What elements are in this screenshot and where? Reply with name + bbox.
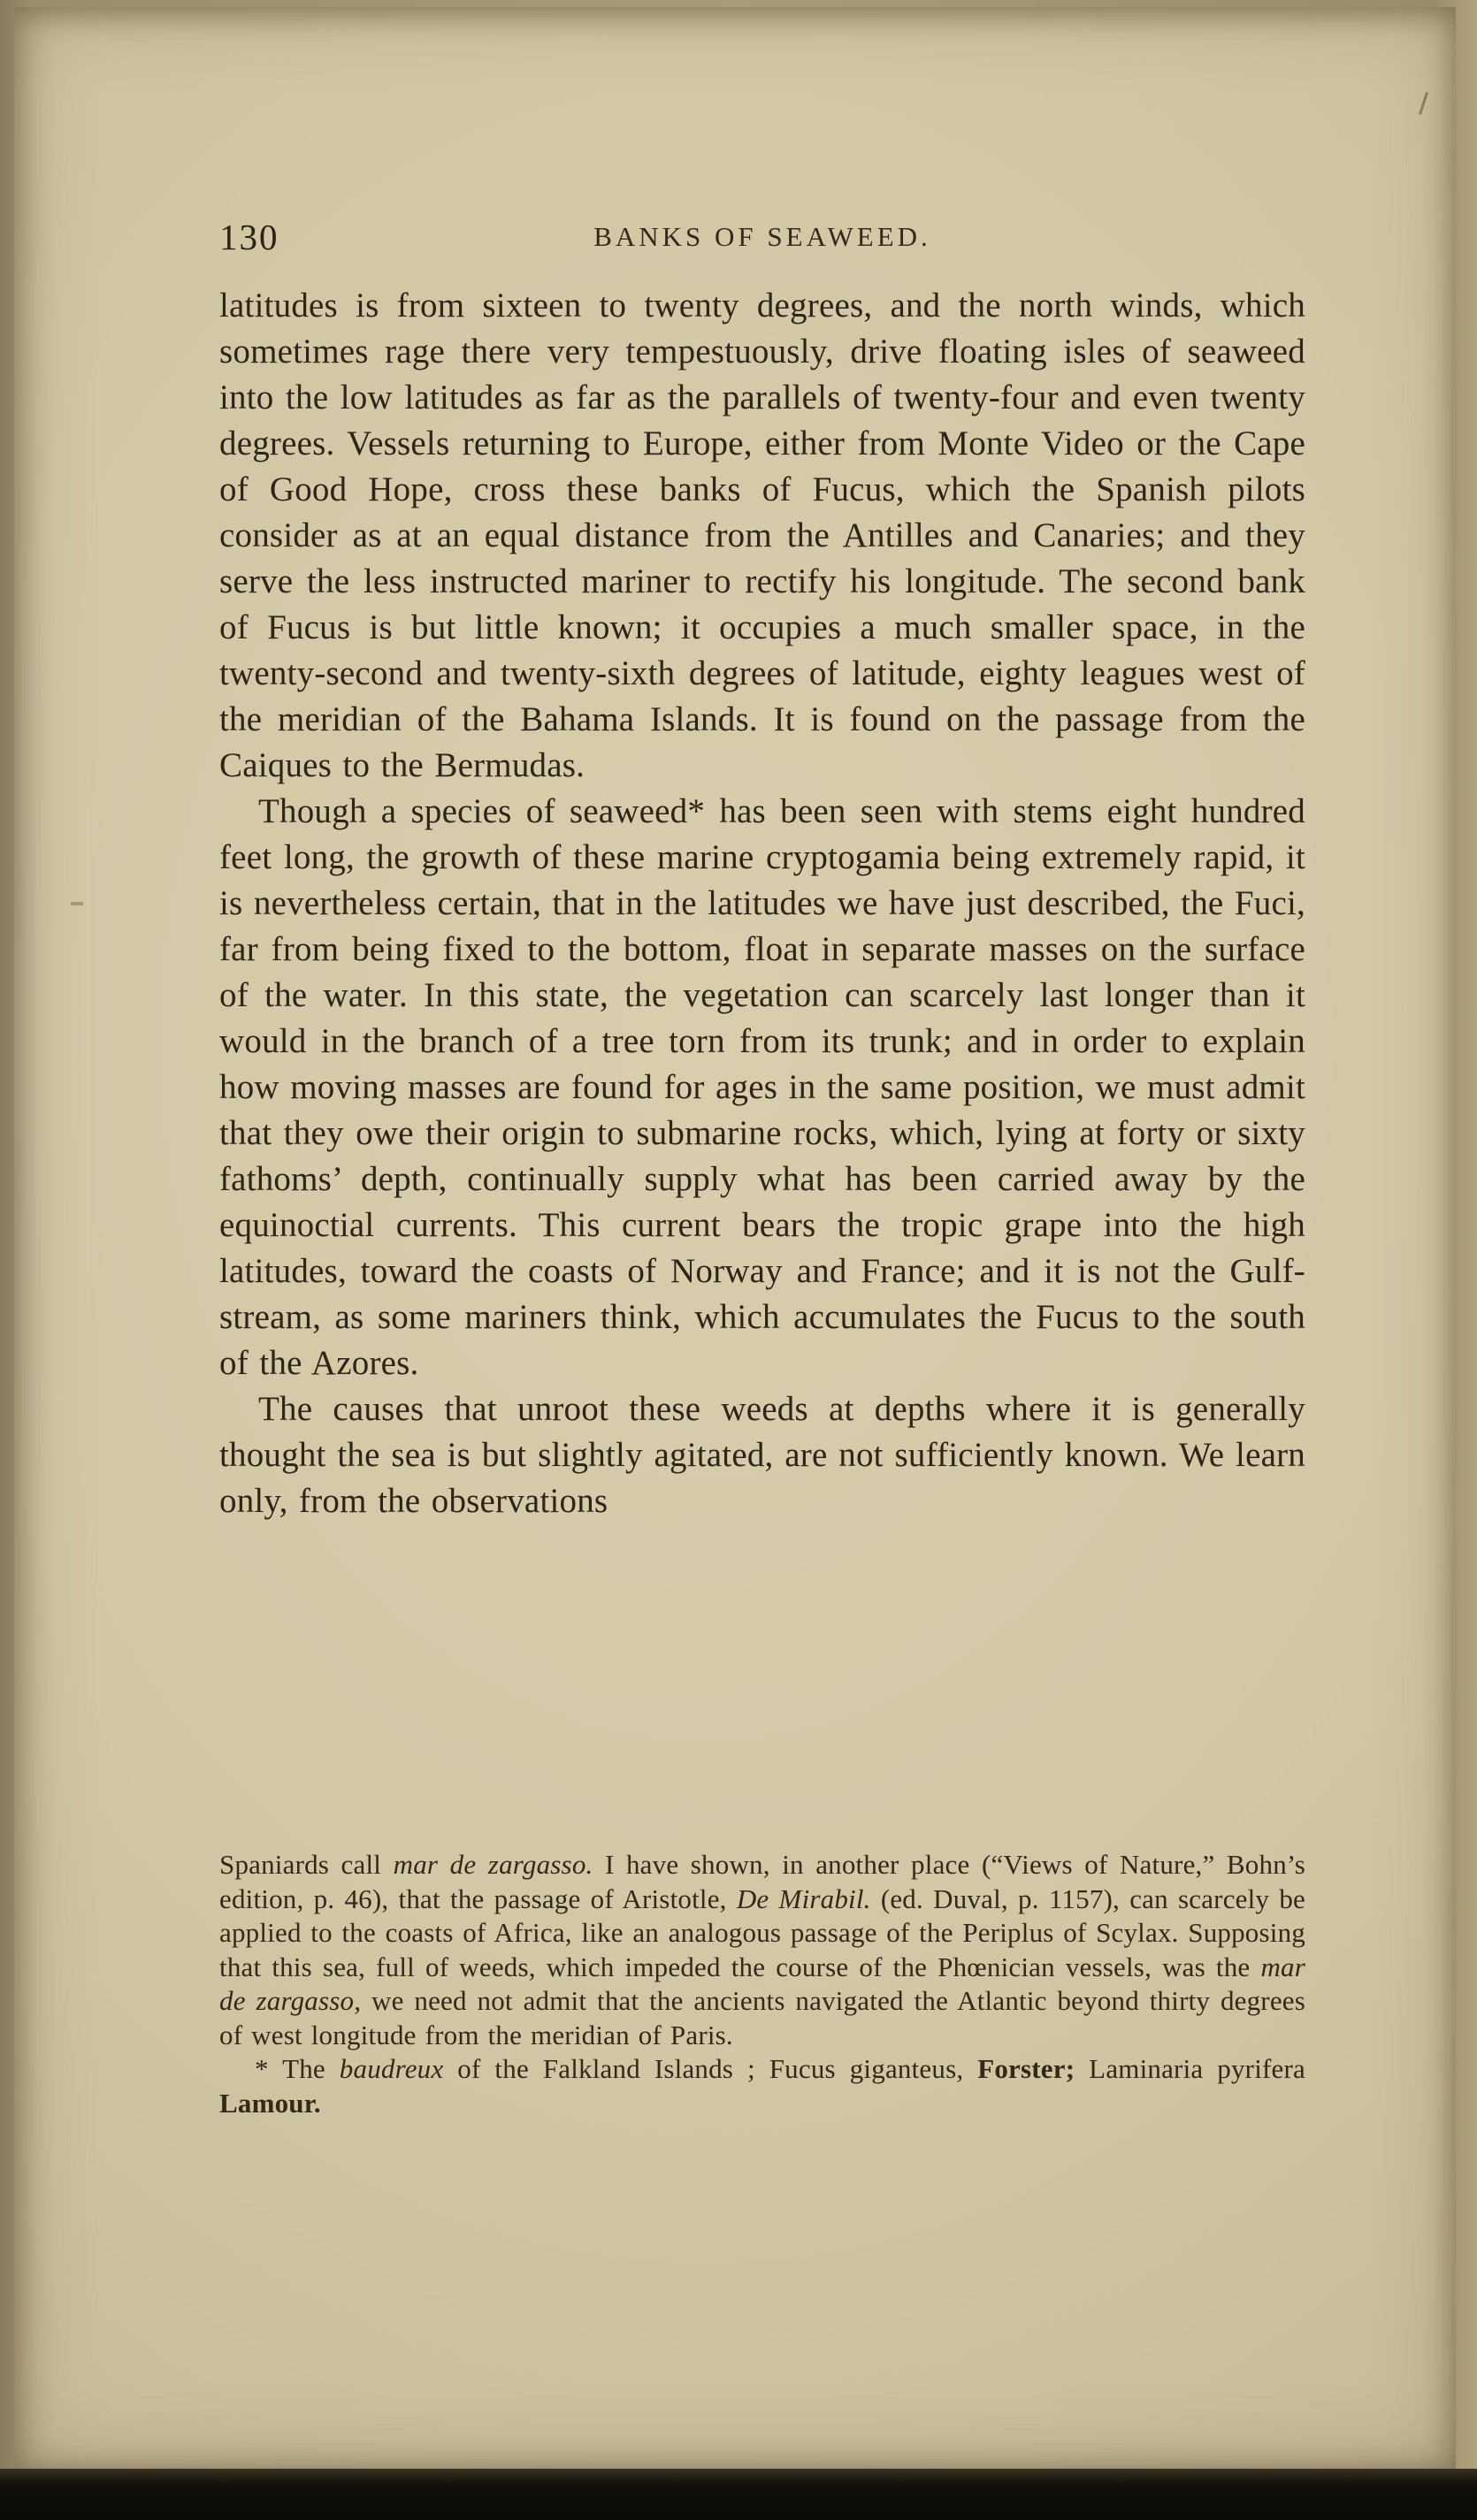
- text-run: we need not admit that the ancients navigated the Atlantic beyond thirty degrees of west longitude from the meridian of Paris.: [219, 1985, 1306, 2050]
- text-run: * The: [255, 2053, 340, 2084]
- page-number: 130: [219, 217, 279, 257]
- text-run: Laminaria pyrifera: [1075, 2053, 1305, 2084]
- text-run: Forster;: [977, 2053, 1075, 2084]
- footnote-asterisk-note: [219, 2052, 1305, 2120]
- paragraph: [219, 789, 1305, 1386]
- scan-artifact: [71, 902, 83, 905]
- running-head: BANKS OF SEAWEED.: [593, 221, 931, 252]
- text-run: Lamour.: [219, 2087, 321, 2119]
- text-run: of the Falkland Islands ; Fucus giganteus,: [443, 2053, 978, 2084]
- text-run: (ed. Duval, p. 1157), can scarcely be applied to the coasts of Africa, like an analogous passage of the Periplus of Scylax. Supposing that this sea, full of weeds, which impeded the course of the Phœnician vessels, was the: [219, 1882, 1305, 1982]
- scan-bottom-edge: [0, 2469, 1477, 2520]
- text-run: mar de zargasso,: [219, 1951, 1305, 2016]
- paragraph-continuation: [219, 283, 1305, 789]
- text-run: The causes that unroot these weeds at depths where it is generally thought the sea is but slightly agitated, are not sufficiently known. We learn only, from the observations: [219, 1390, 1305, 1520]
- text-run: Spaniards call: [219, 1849, 394, 1880]
- text-run: I have shown, in another place (“Views of Nature,” Bohn’s edition, p. 46), that the passage of Aristotle,: [219, 1849, 1305, 1914]
- body-text: [219, 283, 1305, 1524]
- paragraph: [219, 1386, 1305, 1524]
- text-run: mar de zargasso.: [393, 1849, 593, 1880]
- text-run: De Mirabil.: [736, 1882, 871, 1914]
- page-header: [219, 216, 1305, 262]
- text-run: latitudes is from sixteen to twenty degrees, and the north winds, which sometimes rage there very tempestuously, drive floating isles of seaweed into the low latitudes as far as the parallels of twenty-four and even twenty degrees. Vessels returning to Europe, either from Monte Video or the Cape of Good Hope, cross these banks of Fucus, which the Spanish pilots consider as at an equal distance from the Antilles and Canaries; and they serve the less instructed mariner to rectify his longitude. The second bank of Fucus is but little known; it occupies a much smaller space, in the twenty-second and twenty-sixth degrees of latitude, eighty leagues west of the meridian of the Bahama Islands. It is found on the passage from the Caiques to the Bermudas.: [219, 286, 1305, 784]
- text-run: baudreux: [339, 2053, 444, 2084]
- footnote: [219, 1848, 1305, 2120]
- text-run: Though a species of seaweed* has been seen with stems eight hundred feet long, the growth of these marine cryptogamia being extremely rapid, it is nevertheless certain, that in the latitudes we have just described, the Fuci, far from being fixed to the bottom, float in separate masses on the surface of the water. In this state, the vegetation can scarcely last longer than it would in the branch of a tree torn from its trunk; and in order to explain how moving masses are found for ages in the same position, we must admit that they owe their origin to submarine rocks, which, lying at forty or sixty fathoms’ depth, continually supply what has been carried away by the equinoctial currents. This current bears the tropic grape into the high latitudes, toward the coasts of Norway and France; and it is not the Gulf-stream, as some mariners think, which accumulates the Fucus to the south of the Azores.: [219, 792, 1305, 1382]
- scan-artifact: [1419, 92, 1428, 115]
- page: [14, 7, 1456, 2469]
- footnote-continuation: [219, 1848, 1305, 2052]
